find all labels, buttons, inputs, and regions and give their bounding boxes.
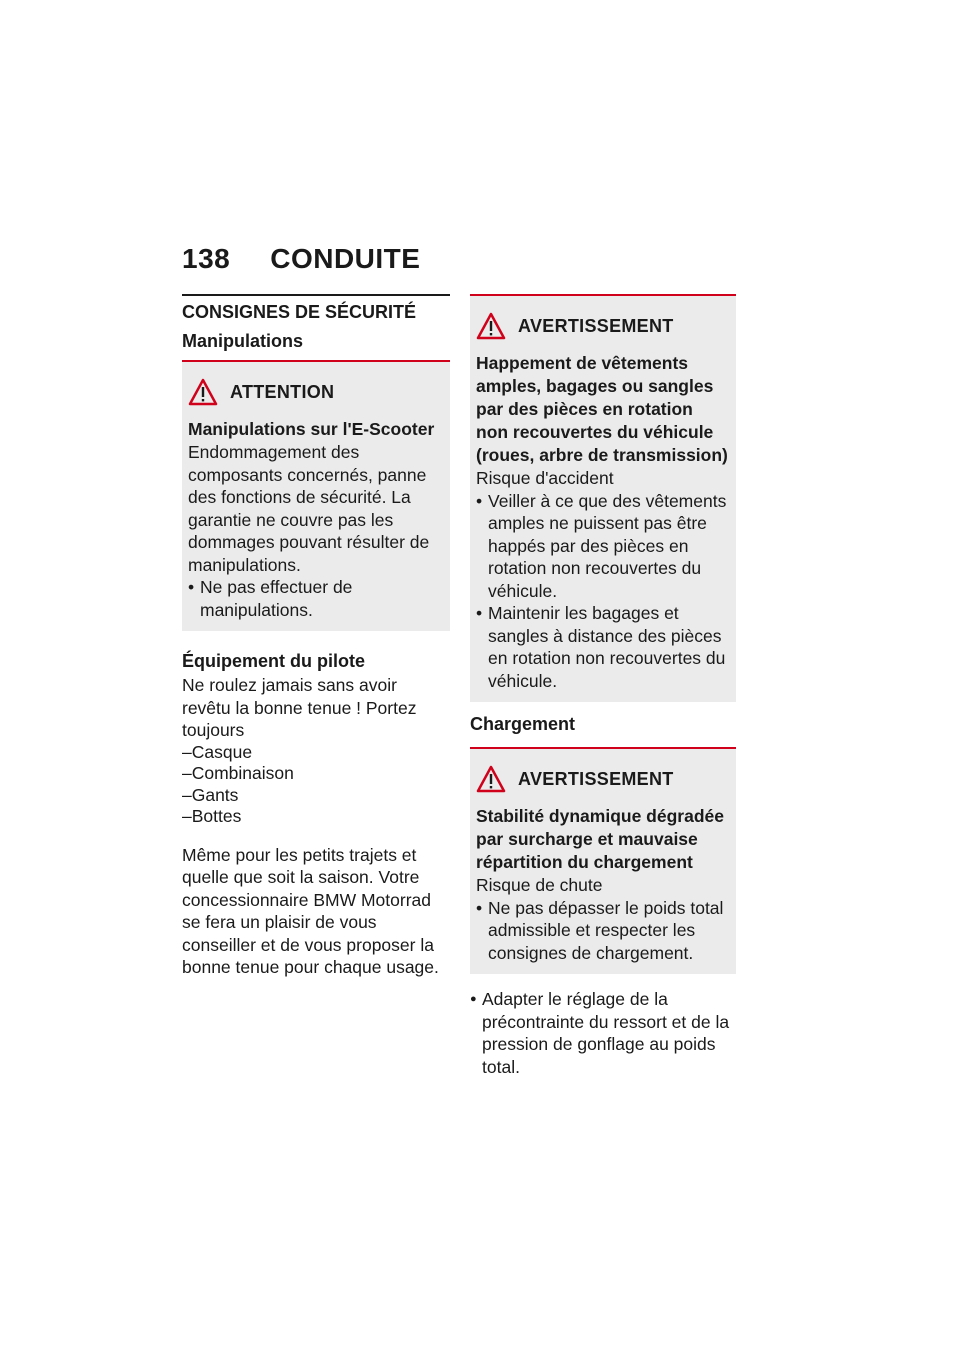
warning-label-2: AVERTISSEMENT — [518, 768, 674, 789]
attention-bullets — [188, 576, 442, 621]
right-column — [470, 294, 736, 1078]
attention-title: Manipulations sur l'E-Scooter — [188, 419, 435, 439]
warning-title-2: Stabilité dynamique dégradée par surcharge et mauvaise répartition du chargement — [476, 806, 724, 872]
subsection-chargement: Chargement — [470, 714, 576, 734]
page-number: 138 — [182, 243, 231, 274]
warning-box-2 — [470, 747, 736, 974]
section-title: CONSIGNES DE SÉCURITÉ — [182, 294, 450, 323]
warning-title-1: Happement de vêtements amples, bagages ou sangles par des pièces en rotation non recouvertes du véhicule (roues, arbre de transmission) — [476, 353, 728, 465]
warning-bullet: • Veiller à ce que des vêtements amples ne puissent pas être happés par des pièces en rotation non recouvertes du véhicule. — [476, 490, 728, 603]
warning-triangle-icon — [476, 765, 506, 793]
warning-header-1 — [476, 312, 728, 340]
warning-header-2 — [476, 765, 728, 793]
action-item: ● Adapter le réglage de la précontrainte du ressort et de la pression de gonflage au poids total. — [470, 988, 736, 1078]
attention-header — [188, 378, 442, 406]
warning-bullet: • Ne pas dépasser le poids total admissible et respecter les consignes de chargement. — [476, 897, 728, 965]
list-item: –Gants — [182, 784, 239, 805]
equipement-list — [182, 742, 450, 828]
list-item: –Combinaison — [182, 763, 294, 783]
left-column — [182, 294, 450, 979]
warning-bullet: • Maintenir les bagages et sangles à distance des pièces en rotation non recouvertes du véhicule. — [476, 602, 728, 692]
attention-text: Endommagement des composants concernés, panne des fonctions de sécurité. La garantie ne couvre pas les dommages pouvant résulter de manipulations. — [188, 442, 430, 575]
warning-label-1: AVERTISSEMENT — [518, 315, 674, 336]
subsection-manipulations: Manipulations — [182, 331, 303, 351]
warning-bullets-2 — [476, 897, 728, 965]
warning-bullets-1 — [476, 490, 728, 693]
attention-label: ATTENTION — [230, 381, 335, 402]
equipement-note: Même pour les petits trajets et quelle que soit la saison. Votre concessionnaire BMW Motorrad se fera un plaisir de vous conseiller et de vous proposer la bonne tenue pour chaque usage. — [182, 844, 439, 977]
page-header — [182, 243, 420, 275]
attention-bullet: • Ne pas effectuer de manipulations. — [188, 576, 442, 621]
chapter-title: CONDUITE — [270, 243, 421, 274]
warning-triangle-icon — [476, 312, 506, 340]
equipement-intro: Ne roulez jamais sans avoir revêtu la bonne tenue ! Portez toujours — [182, 675, 417, 740]
list-item: –Casque — [182, 741, 253, 762]
warning-text-2: Risque de chute — [476, 875, 603, 895]
attention-box — [182, 360, 450, 631]
warning-triangle-icon — [188, 378, 218, 406]
action-list — [470, 988, 736, 1078]
warning-box-1 — [470, 294, 736, 702]
list-item: –Bottes — [182, 806, 242, 826]
subsection-equipement: Équipement du pilote — [182, 651, 365, 671]
warning-text-1: Risque d'accident — [476, 468, 614, 488]
